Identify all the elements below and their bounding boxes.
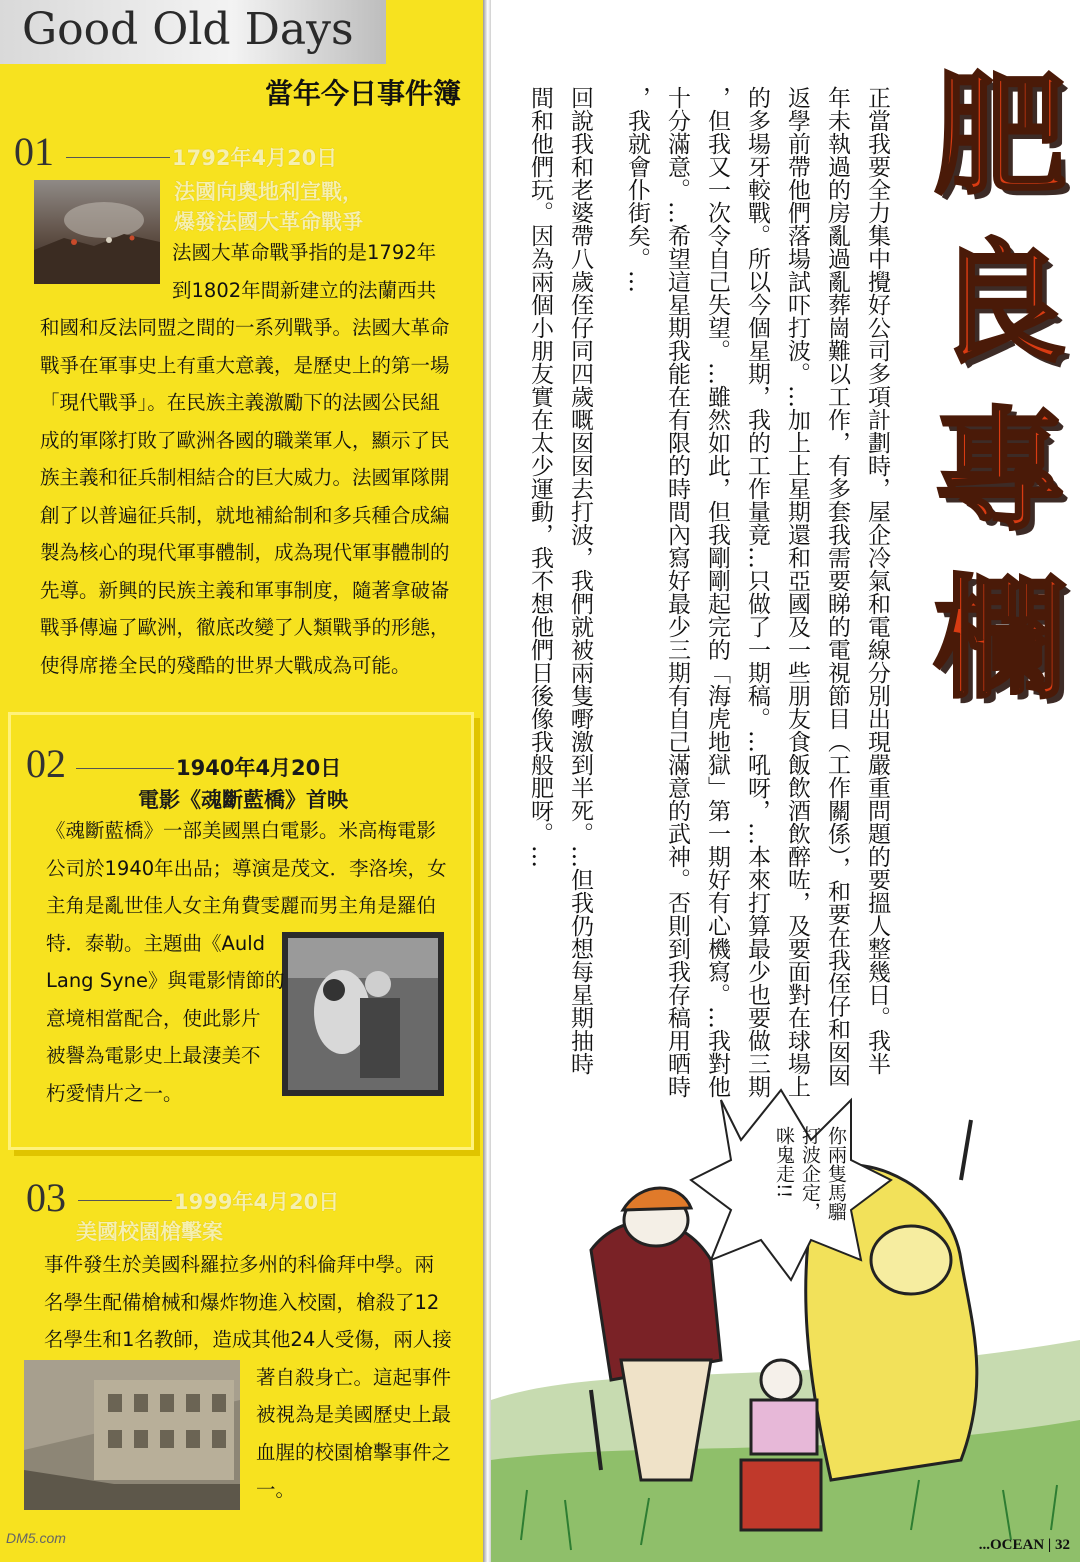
speech-line: 咪鬼走!!	[773, 1126, 795, 1199]
text-column: 回說我和老婆帶八歲侄仔同四歲嘅囡囡去打波，我們就被兩隻嘢激到半死。…但我仍想每星期抽時	[567, 86, 593, 1075]
speech-bubble	[759, 1126, 849, 1236]
text-column: ，但我又一次令自己失望。…雖然如此，但我剛剛起完的「海虎地獄」第一期好有心機寫。…我對他	[704, 86, 730, 1098]
event-number: 02	[26, 741, 66, 786]
text-column: ，我就會仆街矣。…	[624, 86, 650, 293]
body-line: 朽愛情片之一。	[46, 1081, 183, 1105]
body-line: 到1802年間新建立的法蘭西共	[172, 278, 437, 302]
body-line: 創了以普遍征兵制，就地補給制和多兵種合成編	[40, 503, 450, 527]
body-line: 被視為是美國歷史上最	[256, 1403, 452, 1426]
body-line: 法國大革命戰爭指的是1792年	[172, 241, 437, 264]
event-date: 1940年4月20日	[176, 756, 342, 780]
speech-line: 你兩隻馬騮	[825, 1126, 847, 1221]
column-title-char: 肥	[934, 59, 1066, 213]
text-column: 間和他們玩。因為兩個小朋友實在太少運動，我不想他們日後像我般肥呀。…	[527, 86, 553, 868]
body-line: 使得席捲全民的殘酷的世界大戰成為可能。	[40, 653, 411, 677]
page-subtitle: 當年今日事件簿	[264, 77, 461, 110]
event-body	[46, 812, 447, 1112]
body-line: 血腥的校園槍擊事件之	[256, 1440, 452, 1464]
text-column: 年未執過的房亂過亂葬崗難以工作，有多套我需要睇的電視節目（工作關係），和要在我侄仔和囡囡	[824, 86, 850, 1087]
body-line: 名學生和1名教師，造成其他24人受傷，兩人接	[44, 1328, 452, 1351]
event-date: 1999年4月20日	[174, 1190, 340, 1214]
column-title-char: 良	[934, 227, 1066, 381]
header-banner	[0, 0, 386, 64]
body-line: 製為核心的現代軍事體制，成為現代軍事體制的	[40, 541, 450, 564]
body-line: 著自殺身亡。這起事件	[256, 1365, 452, 1389]
body-line: 特．泰勒。主題曲《Auld	[46, 931, 265, 955]
body-line: 事件發生於美國科羅拉多州的科倫拜中學。兩	[44, 1253, 435, 1276]
body-line: 先導。新興的民族主義和軍事制度，隨著拿破崙	[40, 578, 450, 602]
event-title: 美國校園槍擊案	[76, 1220, 223, 1244]
event-body	[44, 1246, 452, 1509]
event-number: 03	[26, 1175, 66, 1220]
speech-line: 打波企定，	[799, 1126, 821, 1221]
body-line: 戰爭在軍事史上有重大意義，是歷史上的第一場	[40, 353, 450, 377]
body-line: 族主義和征兵制相結合的巨大威力。法國軍隊開	[40, 466, 450, 489]
event-body	[40, 234, 450, 684]
column-title-char: 專	[934, 395, 1066, 549]
event-number: 01	[14, 129, 54, 174]
left-panel	[0, 0, 483, 1562]
body-line: 名學生配備槍械和爆炸物進入校園，槍殺了12	[44, 1290, 440, 1314]
page-gutter	[483, 0, 491, 1562]
event-title: 電影《魂斷藍橋》首映	[138, 788, 348, 812]
text-column: 的多場牙較戰。所以今個星期，我的工作量竟…只做了一期稿。…吼呀，…本來打算最少也要做三期	[744, 86, 770, 1098]
page-footer: ...OCEAN | 32	[978, 1537, 1070, 1553]
body-line: 公司於1940年出品；導演是茂文．李洛埃，女	[46, 856, 447, 880]
text-column: 正當我要全力集中攪好公司多項計劃時，屋企冷氣和電線分別出現嚴重問題的要搵人整幾日。我半	[864, 86, 890, 1075]
body-line: 意境相當配合，使此影片	[46, 1006, 261, 1030]
divider	[78, 1200, 172, 1201]
body-line: 戰爭傳遍了歐洲，徹底改變了人類戰爭的形態，	[40, 616, 450, 639]
body-line: 被譽為電影史上最淒美不	[46, 1044, 261, 1067]
body-line: Lang Syne》與電影情節的	[46, 969, 285, 992]
body-line: 「現代戰爭」。在民族主義激勵下的法國公民組	[40, 391, 440, 414]
event-date: 1792年4月20日	[172, 146, 338, 170]
body-line: 成的軍隊打敗了歐洲各國的職業軍人，顯示了民	[40, 428, 450, 452]
text-column: 十分滿意。…希望這星期我能在有限的時間內寫好最少三期有自己滿意的武神。否則到我存稿用晒時	[664, 86, 690, 1098]
body-line: 《魂斷藍橋》一部美國黑白電影。米高梅電影	[46, 819, 437, 842]
body-line: 和國和反法同盟之間的一系列戰爭。法國大革命	[40, 316, 450, 339]
body-line: 主角是亂世佳人女主角費雯麗而男主角是羅伯	[46, 894, 437, 917]
body-line: 一。	[256, 1478, 296, 1501]
column-title	[930, 52, 1070, 724]
event-title: 爆發法國大革命戰爭	[174, 210, 363, 234]
divider	[66, 157, 170, 158]
text-column: 返學前帶他們落場試吓打波。…加上上星期還和亞國及一些朋友食飯飲酒飲醉咗，及要面對在球場上	[784, 86, 810, 1098]
column-title-char: 欄	[934, 563, 1066, 717]
watermark-logo: DM5.com	[6, 1530, 66, 1546]
divider	[76, 768, 174, 769]
event-title: 法國向奧地利宣戰，	[174, 180, 363, 204]
page-title: Good Old Days	[22, 4, 354, 55]
